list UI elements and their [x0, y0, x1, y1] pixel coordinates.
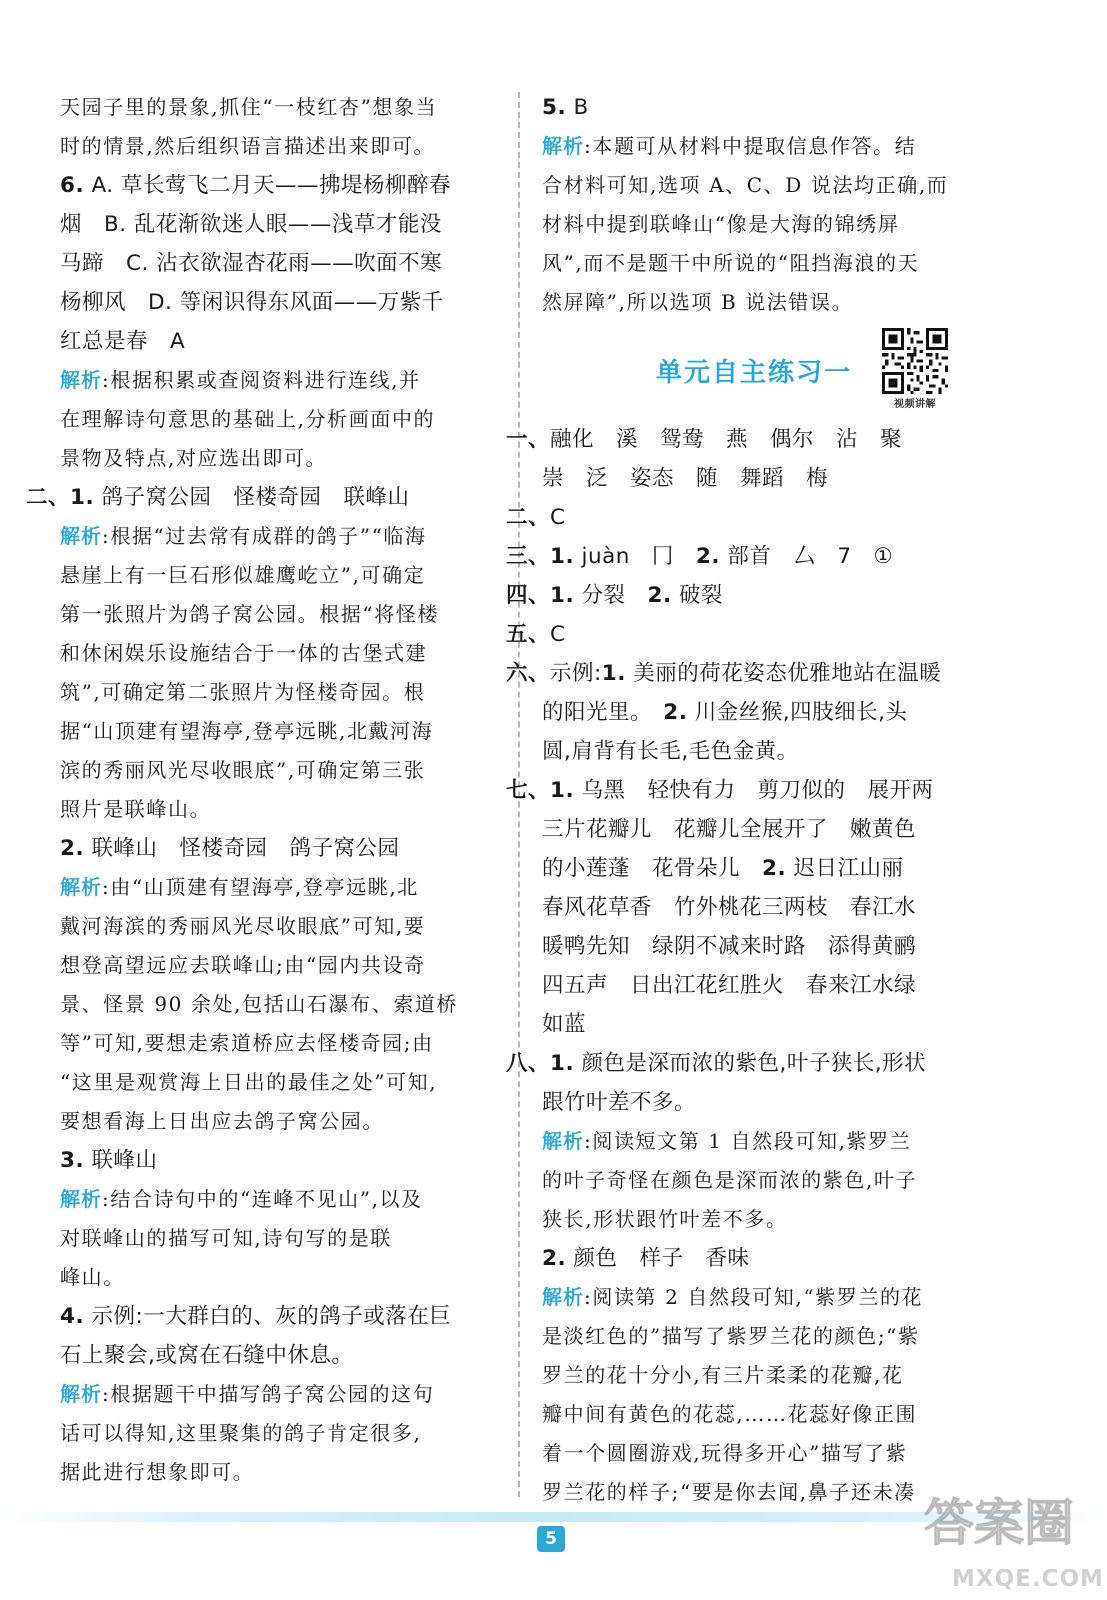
- text-line: 圆,肩背有长毛,毛色金黄。: [542, 739, 799, 764]
- text-line: 第一张照片为鸽子窝公园。根据“将怪楼: [60, 602, 440, 626]
- text-line: 暖鸭先知 绿阴不减来时路 添得黄鹂: [542, 934, 917, 959]
- text-line: 等”可知,要想走索道桥应去怪楼奇园;由: [60, 1031, 434, 1055]
- text-line: 景物及特点,对应选出即可。: [60, 446, 328, 470]
- answer-text: 示例:: [550, 661, 602, 686]
- analysis-block: [540, 127, 1010, 166]
- question-number: 5.: [542, 95, 567, 120]
- answer-text: 融化 溪 鸳鸯 燕 偶尔 沾 聚: [550, 427, 903, 452]
- text-line: 罗兰的花十分小,有三片柔柔的花瓣,花: [542, 1363, 904, 1387]
- analysis-block: [60, 1180, 490, 1219]
- answer-text: 颜色是深而浓的紫色,叶子狭长,形状: [574, 1051, 927, 1076]
- left-column: [26, 88, 490, 1492]
- question-number: 1.: [550, 583, 575, 608]
- analysis-label: 解析: [60, 368, 102, 392]
- question-number: 2.: [542, 1246, 567, 1271]
- text-line: 材料中提到联峰山“像是大海的锦绣屏: [542, 212, 900, 236]
- question-number: 1.: [550, 544, 575, 569]
- answer-text: 美丽的荷花姿态优雅地站在温暖: [625, 661, 942, 686]
- section-label: 三、: [506, 544, 551, 569]
- answer-text: 的阳光里。: [542, 700, 664, 725]
- text-line: “这里是观赏海上日出的最佳之处”可知,: [60, 1070, 438, 1094]
- question-number: 1.: [550, 778, 575, 803]
- qr-code-icon[interactable]: [880, 328, 950, 394]
- section-six: [506, 654, 1010, 693]
- text-line: 据“山顶建有望海亭,登亭远眺,北戴河海: [60, 719, 434, 743]
- section-two: [506, 498, 1010, 537]
- answer-text: 破裂: [671, 583, 723, 608]
- text-line: 对联峰山的描写可知,诗句写的是联: [60, 1226, 392, 1250]
- text-line: 杨柳风 D. 等闲识得东风面——万紫千: [60, 290, 444, 315]
- text-line: 景、怪景 90 余处,包括山石瀑布、索道桥: [60, 992, 459, 1016]
- analysis-block: [60, 517, 490, 556]
- text-line: 然屏障”,所以选项 B 说法错误。: [542, 290, 854, 314]
- text-line: 马蹄 C. 沾衣欲湿杏花雨——吹面不寒: [60, 251, 443, 276]
- text-line: 戴河海滨的秀丽风光尽收眼底”可知,要: [60, 914, 426, 938]
- unit-title: 单元自主练习一: [656, 358, 853, 388]
- text-line: 峰山。: [60, 1265, 125, 1289]
- section-five: [506, 615, 1010, 654]
- section-three: [506, 537, 1010, 576]
- text-line: 悬崖上有一巨石形似雄鹰屹立”,可确定: [60, 563, 426, 587]
- question-number: 4.: [60, 1304, 85, 1329]
- analysis-block: [60, 868, 490, 907]
- text-line: 话可以得知,这里聚集的鸽子肯定很多,: [60, 1421, 422, 1445]
- text-line: 时的情景,然后组织语言描述出来即可。: [60, 134, 436, 158]
- text-line: 在理解诗句意思的基础上,分析画面中的: [60, 407, 436, 431]
- section-label: 七、: [506, 778, 551, 803]
- answer-text: 联峰山: [84, 1148, 158, 1173]
- text-line: 着一个圆圈游戏,玩得多开心”描写了紫: [542, 1441, 908, 1465]
- right-column: [506, 88, 1010, 1512]
- analysis-text: :阅读短文第 1 自然段可知,紫罗兰: [584, 1129, 912, 1153]
- analysis-label: 解析: [542, 1285, 584, 1309]
- text-line: 春风花草香 竹外桃花三两枝 春江水: [542, 895, 917, 920]
- text-line: 如蓝: [542, 1012, 587, 1037]
- answer-q4: [60, 1297, 490, 1336]
- question-number: 2.: [695, 544, 721, 569]
- text-line: [540, 693, 1010, 732]
- analysis-label: 解析: [542, 134, 584, 158]
- question-number: 1.: [70, 485, 95, 510]
- question-number: 2.: [60, 836, 85, 861]
- analysis-text: :结合诗句中的“连峰不见山”,以及: [102, 1187, 423, 1211]
- answer-text: 部首 厶 7 ①: [720, 544, 894, 569]
- analysis-label: 解析: [542, 1129, 584, 1153]
- watermark-text: 答案圈: [924, 1494, 1074, 1552]
- section-label: 六、: [506, 661, 551, 686]
- question-number: 1.: [601, 661, 626, 686]
- section-label: 五、: [506, 622, 551, 647]
- answer-q8-2: [540, 1239, 1010, 1278]
- answer-text: A. 草长莺飞二月天——拂堤杨柳醉春: [84, 173, 451, 198]
- analysis-block: [540, 1278, 1010, 1317]
- text-line: 是淡红色的”描写了紫罗兰花的颜色;“紫: [542, 1324, 920, 1348]
- section-one: [506, 420, 1010, 459]
- text-line: 的叶子奇怪在颜色是深而浓的紫色,叶子: [542, 1168, 918, 1192]
- text-line: 石上聚会,或窝在石缝中休息。: [60, 1343, 354, 1368]
- analysis-block: [60, 361, 490, 400]
- answer-text: C: [550, 505, 566, 530]
- answer-text: 示例:一大群白的、灰的鸽子或落在巨: [84, 1304, 452, 1329]
- text-line: 跟竹叶差不多。: [542, 1090, 697, 1115]
- answer-q5: [540, 88, 1010, 127]
- answer-text: 的小莲蓬 花骨朵儿: [542, 856, 763, 881]
- analysis-text: :本题可从材料中提取信息作答。结: [584, 134, 917, 158]
- text-line: 罗兰花的样子;“要是你去闻,鼻子还未凑: [542, 1480, 916, 1504]
- answer-text: C: [550, 622, 566, 647]
- text-line: 想登高望远应去联峰山;由“园内共设奇: [60, 953, 426, 977]
- analysis-label: 解析: [60, 875, 102, 899]
- text-line: 风”,而不是题干中所说的“阻挡海浪的天: [542, 251, 920, 275]
- text-line: 照片是联峰山。: [60, 797, 212, 821]
- answer-text: 迟日江山丽: [786, 856, 904, 881]
- question-number: 2.: [647, 583, 672, 608]
- analysis-block: [60, 1375, 490, 1414]
- section-seven: [506, 771, 1010, 810]
- section-two: [26, 478, 490, 517]
- text-line: [540, 849, 1010, 888]
- question-number: 1.: [550, 1051, 575, 1076]
- watermark-url: MXQE.COM: [952, 1566, 1104, 1592]
- text-line: 烟 B. 乱花渐欲迷人眼——浅草才能没: [60, 212, 442, 237]
- question-number: 6.: [60, 173, 85, 198]
- analysis-block: [540, 1122, 1010, 1161]
- analysis-text: :根据积累或查阅资料进行连线,并: [102, 368, 421, 392]
- text-line: 瓣中间有黄色的花蕊,……花蕊好像正围: [542, 1402, 918, 1426]
- analysis-label: 解析: [60, 524, 102, 548]
- answer-q2: [60, 829, 490, 868]
- answer-text: 川金丝猴,四肢细长,头: [687, 700, 908, 725]
- section-eight: [506, 1044, 1010, 1083]
- unit-header: [540, 326, 1010, 420]
- text-line: 和休闲娱乐设施结合于一体的古堡式建: [60, 641, 428, 665]
- text-line: 要想看海上日出应去鸽子窝公园。: [60, 1109, 384, 1133]
- analysis-text: :阅读第 2 自然段可知,“紫罗兰的花: [584, 1285, 924, 1309]
- text-line: 红总是春 A: [60, 329, 186, 354]
- answer-text: 乌黑 轻快有力 剪刀似的 展开两: [574, 778, 934, 803]
- answer-q3: [60, 1141, 490, 1180]
- qr-label: 视频讲解: [894, 399, 936, 410]
- text-line: 四五声 日出江花红胜火 春来江水绿: [542, 973, 917, 998]
- text-line: 据此进行想象即可。: [60, 1460, 255, 1484]
- page-number: 5: [537, 1526, 565, 1552]
- analysis-text: :根据“过去常有成群的鸽子”“临海: [102, 524, 427, 548]
- text-line: 崇 泛 姿态 随 舞蹈 梅: [542, 466, 829, 491]
- answer-text: 颜色 样子 香味: [566, 1246, 750, 1271]
- answer-text: juàn 冂: [574, 544, 696, 569]
- question-number: 2.: [663, 700, 688, 725]
- section-label: 二、: [26, 485, 71, 510]
- watermark-logo-icon: [920, 1478, 1090, 1558]
- text-line: 天园子里的景象,抓住“一枝红杏”想象当: [60, 95, 438, 119]
- section-label: 一、: [506, 427, 551, 452]
- answer-text: 鸽子窝公园 怪楼奇园 联峰山: [94, 485, 410, 510]
- text-line: 筑”,可确定第二张照片为怪楼奇园。根: [60, 680, 426, 704]
- analysis-text: :根据题干中描写鸽子窝公园的这句: [102, 1382, 435, 1406]
- section-four: [506, 576, 1010, 615]
- section-label: 四、: [506, 583, 551, 608]
- answer-text: 分裂: [574, 583, 648, 608]
- text-line: 滨的秀丽风光尽收眼底”,可确定第三张: [60, 758, 426, 782]
- analysis-label: 解析: [60, 1382, 102, 1406]
- section-label: 二、: [506, 505, 551, 530]
- qr-code-block[interactable]: [878, 328, 952, 410]
- section-label: 八、: [506, 1051, 551, 1076]
- question-number: 3.: [60, 1148, 85, 1173]
- text-line: 合材料可知,选项 A、C、D 说法均正确,而: [542, 173, 949, 197]
- analysis-text: :由“山顶建有望海亭,登亭远眺,北: [102, 875, 419, 899]
- text-line: 三片花瓣儿 花瓣儿全展开了 嫩黄色: [542, 817, 917, 842]
- answer-text: B: [566, 95, 589, 120]
- analysis-label: 解析: [60, 1187, 102, 1211]
- question-number: 2.: [762, 856, 787, 881]
- text-line: 狭长,形状跟竹叶差不多。: [542, 1207, 788, 1231]
- answer-q6: [60, 166, 490, 205]
- answer-text: 联峰山 怪楼奇园 鸽子窝公园: [84, 836, 400, 861]
